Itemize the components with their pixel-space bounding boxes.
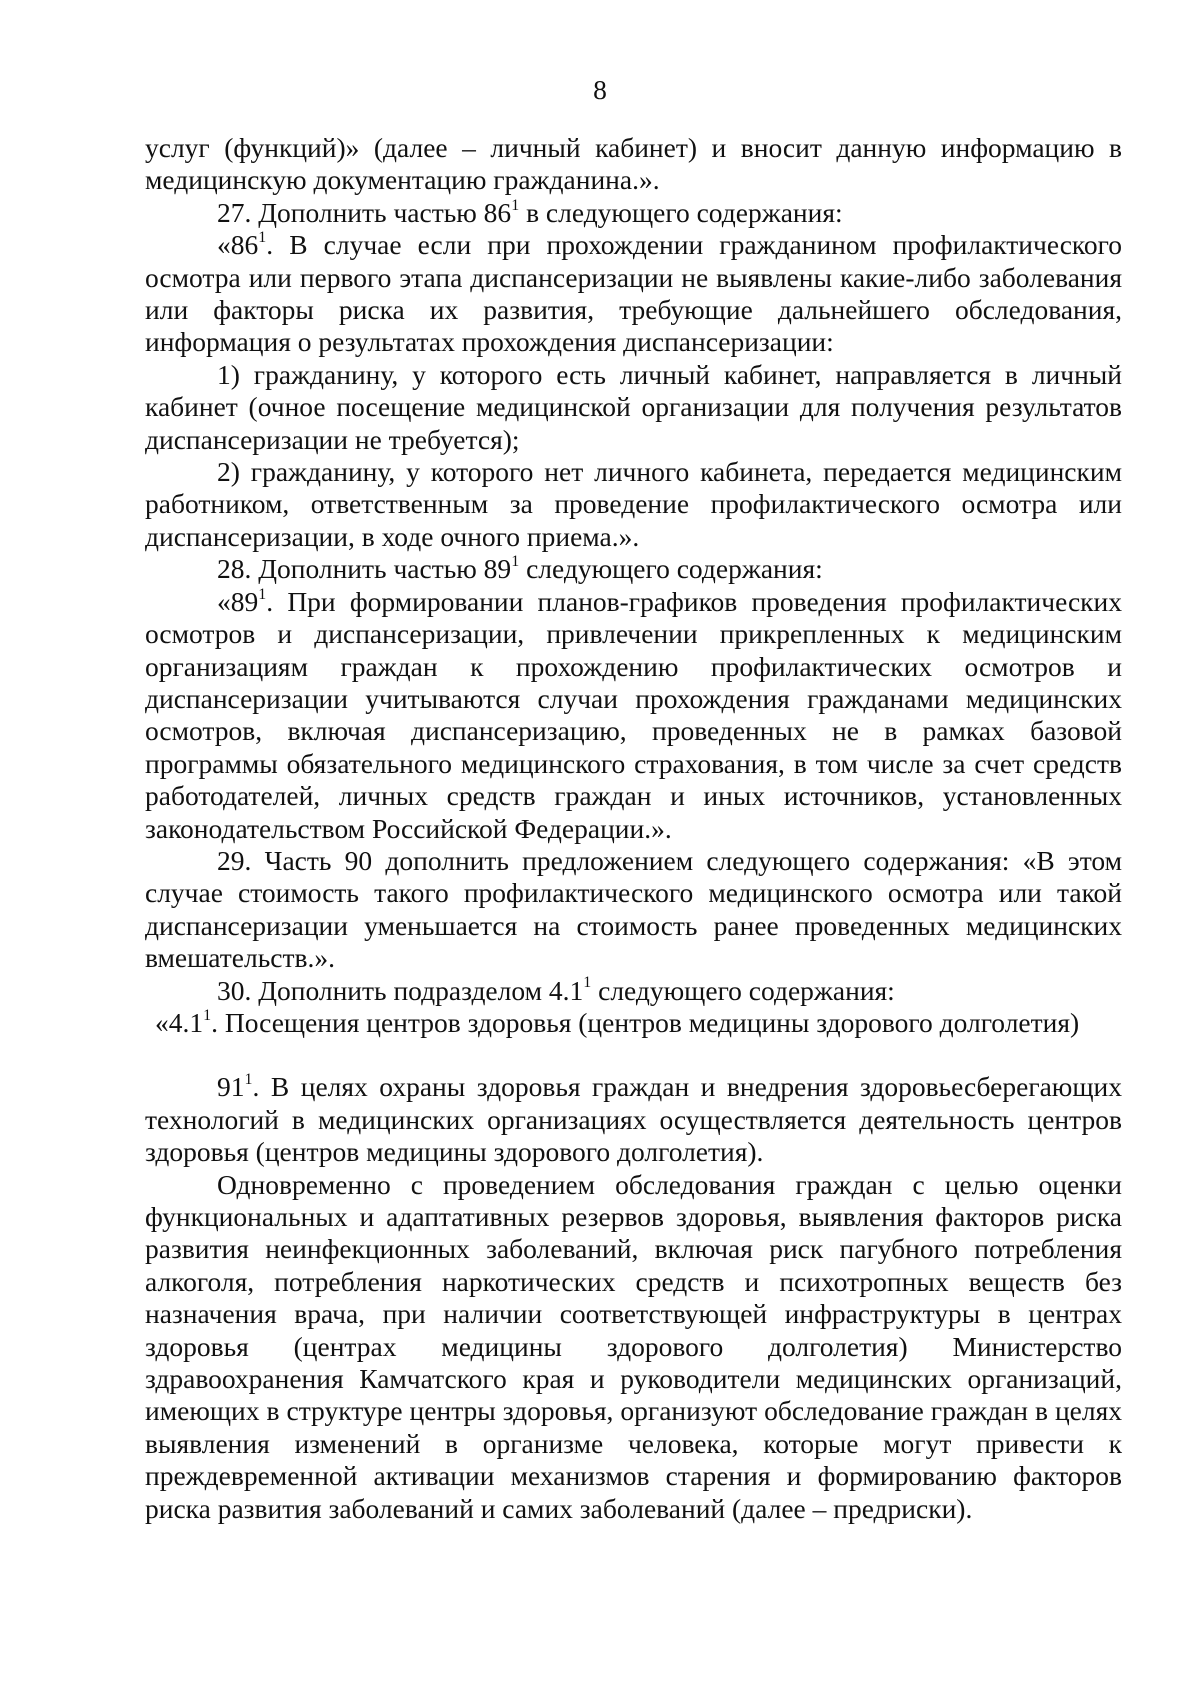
superscript: 1	[258, 585, 267, 603]
clause-91-1-num: 91	[217, 1071, 245, 1103]
clause-91-1-text: . В целях охраны здоровья граждан и внедрения здоровьесберегающих технологий в медицинских организациях осуществляется деятельность центров здоровья (центров медицины здорового долголетия).	[145, 1071, 1122, 1168]
superscript: 1	[583, 974, 592, 992]
superscript: 1	[244, 1071, 253, 1089]
item-30-tail: следующего содержания:	[591, 974, 895, 1006]
item-30-text: 30. Дополнить подразделом 4.1	[217, 974, 584, 1006]
item-27	[145, 197, 1122, 229]
item-28	[145, 553, 1122, 585]
subitem-2: 2) гражданину, у которого нет личного кабинета, передается медицинским работником, ответственным за проведение профилактического осмотра или диспансеризации, в ходе очного приема.».	[145, 456, 1122, 552]
paragraph-continuation: услуг (функций)» (далее – личный кабинет) и вносит данную информацию в медицинскую документацию гражданина.».	[145, 132, 1122, 196]
item-28-text: 28. Дополнить частью 89	[217, 553, 512, 585]
superscript: 1	[203, 1006, 212, 1024]
item-28-tail: следующего содержания:	[519, 553, 823, 585]
blank-line	[145, 1039, 1122, 1071]
clause-86-1-num: «86	[217, 229, 259, 261]
subsection-heading-title: . Посещения центров здоровья (центров медицины здорового долголетия)	[211, 1006, 1080, 1038]
clause-86-1	[145, 229, 1122, 359]
subsection-heading	[145, 1007, 1122, 1039]
item-27-tail: в следующего содержания:	[519, 196, 843, 228]
clause-91-1	[145, 1071, 1122, 1168]
clause-86-1-text: . В случае если при прохождении гражданином профилактического осмотра или первого этапа диспансеризации не выявлены какие-либо заболевания или факторы риска их развития, требующие дальнейшего обследования, информация о результатах прохождения диспансеризации:	[145, 229, 1122, 358]
superscript: 1	[258, 229, 267, 247]
clause-89-1-text: . При формировании планов-графиков проведения профилактических осмотров и диспансеризации, привлечении прикрепленных к медицинским организациям граждан к прохождению профилактических осмотров и диспансеризации учитываются случаи прохождения гражданами медицинских осмотров, включая диспансеризацию, проведенных не в рамках базовой программы обязательного медицинского страхования, в том числе за счет средств работодателей, личных средств граждан и иных источников, установленных законодательством Российской Федерации.».	[145, 585, 1122, 844]
item-27-text: 27. Дополнить частью 86	[217, 196, 512, 228]
item-29: 29. Часть 90 дополнить предложением следующего содержания: «В этом случае стоимость такого профилактического медицинского осмотра или такой диспансеризации уменьшается на стоимость ранее проведенных медицинских вмешательств.».	[145, 844, 1122, 974]
clause-89-1-num: «89	[217, 585, 259, 617]
subsection-heading-num: «4.1	[155, 1006, 204, 1038]
superscript: 1	[511, 553, 520, 571]
superscript: 1	[511, 196, 520, 214]
page-number: 8	[593, 74, 607, 105]
document-body	[145, 132, 1122, 1525]
subitem-1: 1) гражданину, у которого есть личный кабинет, направляется в личный кабинет (очное посещение медицинской организации для получения результатов диспансеризации не требуется);	[145, 358, 1122, 455]
paragraph-screening: Одновременно с проведением обследования граждан с целью оценки функциональных и адаптативных резервов здоровья, выявления факторов риска развития неинфекционных заболеваний, включая риск пагубного потребления алкоголя, потребления наркотических средств и психотропных веществ без назначения врача, при наличии соответствующей инфраструктуры в центрах здоровья (центрах медицины здорового долголетия) Министерство здравоохранения Камчатского края и руководители медицинских организаций, имеющих в структуре центры здоровья, организуют обследование граждан в целях выявления изменений в организме человека, которые могут привести к преждевременной активации механизмов старения и формированию факторов риска развития заболеваний и самих заболеваний (далее – предриски).	[145, 1168, 1122, 1524]
clause-89-1	[145, 586, 1122, 845]
item-30	[145, 975, 1122, 1007]
